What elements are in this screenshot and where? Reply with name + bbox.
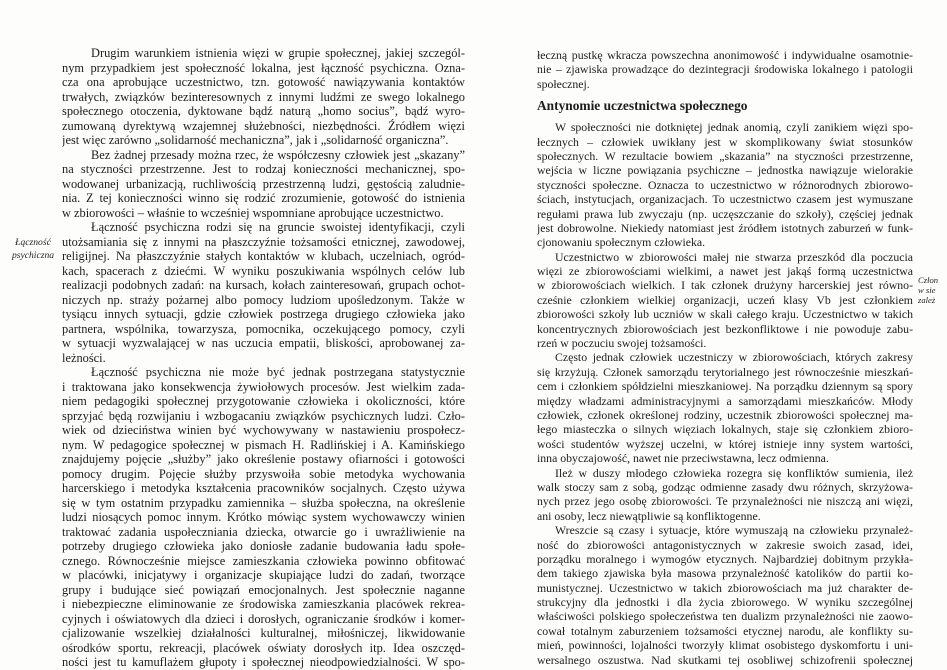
right-page: [537, 48, 913, 667]
text-line: i traktowana jako konsekwencja żywiołowych procesów. Jest wielkim zada-: [62, 379, 465, 394]
text-line: mień, powinności, lojalności tworzyły klimat osobistego dyskomfortu i uni-: [537, 638, 913, 653]
text-line: sprzyjać będą rozwijaniu i wzbogacaniu związków psychicznych ludzi. Czło-: [62, 408, 465, 423]
text-line: łego miasteczka o silnych więziach lokalnych, staje się członkiem zbioro-: [537, 422, 913, 437]
text-line: w zbiorowościach wielkich. I tak członek drużyny harcerskiej jest równo-: [537, 278, 913, 293]
text-line: partnera, wspólnika, towarzysza, pomocnika, oczekującego pomocy, czyli: [62, 321, 465, 336]
text-line: zumowaną dyrektywą wzajemnej służebności, niezbędności. Źródłem więzi: [62, 118, 465, 133]
text-line: wodowanej urbanizacją, ruchliwością przestrzenną ludzi, gęstością zaludnie-: [62, 176, 465, 191]
margin-note-line: psychiczna: [11, 250, 55, 261]
text-line: religijnej. Na płaszczyźnie stałych kontaktów w klubach, uczelniach, ogród-: [62, 249, 465, 263]
paragraph: [537, 523, 913, 667]
text-line: traktować zadania uspołeczniania dziecka, otwarcie go i uwrażliwienie na: [62, 524, 465, 539]
text-line: jest dobrowolne. Niekiedy natomiast jest źródłem istotnych zaburzeń w funk-: [537, 220, 913, 235]
text-line: nie – zjawiska prowadzące do dezintegracji środowiska lokalnego i patologii: [537, 62, 913, 77]
text-line: pomocy drugim. Pojęcie służby przyswoiła sobie metodyka wychowania: [62, 466, 465, 481]
text-line: potrzeby drugiego człowieka jako doniosłe zadanie budowania ładu społe-: [62, 539, 465, 553]
left-page: [62, 46, 465, 670]
text-line: wości studentów wyższej uczelni, w której istnieje inny system wartości,: [537, 436, 913, 451]
text-line: Wreszcie są czasy i sytuacje, które wymuszają na człowieku przynależ-: [555, 523, 913, 538]
text-line: na styczności przestrzenne. Jest to rodzaj konieczności mechanicznej, spo-: [62, 162, 465, 176]
text-line: nym przypadkiem jest społeczność lokalna, jest łączność psychiczna. Ozna-: [62, 60, 465, 75]
margin-note-line: Łączność: [15, 237, 51, 248]
text-line: Uczestnictwo w zbiorowości małej nie stwarza przeszkód dla poczucia: [555, 249, 913, 264]
text-line: Ileż w duszy młodego człowieka rozegra się konfliktów sumienia, ileż: [555, 465, 913, 480]
text-line: niczych np. straży pożarnej albo pomocy ludziom upośledzonym. Także w: [62, 292, 465, 307]
text-line: ośrodków sportu, rekreacji, placówek oświaty dorosłych itp. Idea oszczęd-: [62, 640, 465, 655]
text-line: porządku moralnego i wymogów etycznych. Najbardziej dobitnym przykła-: [537, 551, 913, 566]
text-line: łeczną pustkę wkracza powszechna anonimowość i indywidualne osamotnie-: [537, 48, 913, 62]
paragraph: [537, 350, 913, 465]
text-line: munistycznej. Uczestnictwo w takich zbiorowościach ma już charakter de-: [537, 580, 913, 595]
text-line: strukcyjny dla jednostki i dla życia zbiorowego. W wyniku szczególnej: [537, 595, 913, 610]
paragraph: [62, 220, 465, 365]
text-line: społecznego otoczenia, dyktowane bądź naturą „homo socius”, bądź wyro-: [62, 104, 465, 118]
text-line: Bez żadnej przesady można rzec, że współczesny człowiek jest „skazany”: [91, 147, 465, 162]
text-line: ność do zbiorowości antagonistycznych w zakresie swoich zasad, idei,: [537, 537, 913, 552]
text-line: cjalizowanie wszelkiej działalności kulturalnej, miłośniczej, likwidowanie: [62, 626, 465, 640]
text-line: cyjnych i oświatowych dla dzieci i dorosłych, ograniczanie środków i komer-: [62, 611, 465, 626]
text-line: wersalnego oszustwa. Nad skutkami tej osobliwej schizofrenii społecznej: [537, 652, 913, 667]
text-line: się w tym ostatnim przypadku zamiennika – służba społeczna, na określenie: [62, 495, 465, 510]
text-line: łecznych – człowiek uwikłany jest w skomplikowany świat stosunków: [537, 134, 913, 149]
text-line: społecznych. W rezultacie bowiem „skazania” na styczności przestrzenne,: [537, 148, 913, 163]
text-line: Łączność psychiczna nie może być jednak postrzegana statystycznie: [91, 365, 465, 379]
text-line: w placówki, inicjatywy i organizacje skupiające ludzi do zadań, tworzące: [62, 568, 465, 582]
text-line: i niebezpieczne eliminowanie ze środowiska zamieszkania placówek rekrea-: [62, 597, 465, 611]
text-line: koncentrycznych zbiorowościach jest bezkonfliktowe i nie powoduje zabu-: [537, 321, 913, 336]
text-line: nym. W pedagogice społecznej w pismach H. Radlińskiej i A. Kamińskiego: [62, 437, 465, 452]
paragraph: [62, 46, 465, 148]
text-line: walk stoczy sam z sobą, godząc odmienne zasady dwu różnych, skrzyżowa-: [537, 479, 913, 494]
margin-note-line: zależ: [918, 295, 936, 305]
text-line: człowiek, członek określonej rodziny, uczestnik zbiorowości społecznej ma-: [537, 407, 913, 422]
text-line: ności jest tu kamuflażem głupoty i społecznej nieodpowiedzialności. W spo-: [62, 655, 465, 669]
text-line: grupy i budujące sieć powiązań emocjonalnych. Jest społecznie naganne: [62, 582, 465, 597]
text-line: utożsamiania się z innymi na płaszczyźnie tożsamości etnicznej, zawodowej,: [62, 234, 465, 249]
text-line: zbiorowości szkoły lub uczniów w skali całego kraju. Uczestnictwo w takich: [537, 307, 913, 322]
text-line: niem pedagogiki społecznej przygotowanie człowieka i okoliczności, które: [62, 394, 465, 408]
text-line: ani osoby, lecz niewątpliwie są konfliktogenne.: [537, 508, 761, 523]
text-line: ściach, instytucjach, organizacjach. To uczestnictwo czasem jest wymuszane: [537, 192, 913, 207]
text-line: jest więc zarówno „solidarność mechaniczna”, jak i „solidarność organiczna”.: [62, 133, 449, 147]
text-line: tysiącu innych sytuacji, gdzie człowiek postrzega drugiego człowieka jako: [62, 307, 465, 321]
text-line: nia. Z tej konieczności winno się rodzić zrozumienie, gotowość do istnienia: [62, 191, 465, 205]
text-line: społecznej.: [537, 76, 590, 91]
text-line: Często jednak człowiek uczestniczy w zbiorowościach, których zakresy: [555, 350, 913, 365]
text-line: ludzi niosących pomoc innym. Krótko mówiąc system wychowawczy winien: [62, 510, 465, 524]
text-line: wejścia w liczne powiązania psychiczne – jednostka nawiązuje wielorakie: [537, 163, 913, 178]
text-line: realizacji podobnych zadań: na kursach, kołach zainteresowań, grupach ochot-: [62, 278, 465, 292]
text-line: rzeń w poczuciu swojej tożsamości.: [537, 336, 707, 351]
margin-note-line: w sie: [918, 285, 936, 295]
text-line: nych przez jego osobę zbiorowości. Te przynależności nie niszczą ani więzi,: [537, 494, 913, 509]
paragraph: [537, 250, 913, 351]
paragraph: [537, 466, 913, 524]
margin-note-right: [918, 275, 946, 305]
text-line: Drugim warunkiem istnienia więzi w grupie społecznej, jakiej szczegól-: [91, 46, 465, 60]
text-line: leżności.: [62, 350, 106, 365]
text-line: w zbiorowości – właśnie to wcześniej wspomniane aprobujące uczestnictwo.: [62, 205, 444, 220]
text-line: cześnie członkiem wielkiej organizacji, uczeń klasy Vb jest członkiem: [537, 292, 913, 307]
text-line: styczności społeczne. Oznacza to uczestnictwo w różnorodnych zbiorowo-: [537, 177, 913, 192]
paragraph: [537, 120, 913, 250]
paragraph: [62, 365, 465, 670]
text-line: cjonowaniu społecznym człowieka.: [537, 235, 706, 250]
paragraph: [537, 48, 913, 91]
margin-note-left: [6, 236, 60, 262]
text-line: cował totalnym zaburzeniem tożsamości etycznej narodu, ale konflikty su-: [537, 623, 913, 638]
section-heading: Antynomie uczestnictwa społecznego: [537, 98, 748, 114]
text-line: cznego. Równocześnie miejsce zamieszkania człowieka powinno obfitować: [62, 553, 465, 568]
text-line: dem takiego zjawiska była masowa przynależność katolików do partii ko-: [537, 566, 913, 581]
text-line: inna obyczajowość, nawet nie przeciwstawna, lecz odmienna.: [537, 451, 829, 466]
text-line: harcerskiego i metodyka kształcenia pracowników socjalnych. Często używa: [62, 481, 465, 495]
text-line: Łączność psychiczna rodzi się na gruncie swoistej identyfikacji, czyli: [91, 220, 465, 234]
paragraph: [62, 148, 465, 221]
text-line: właściwości polskiego społeczeństwa ten dualizm przynależności nie zaowo-: [537, 609, 913, 624]
text-line: cza ona aprobujące uczestnictwo, tzn. gotowość nawiązywania kontaktów: [62, 75, 465, 89]
text-line: cem i członkiem spółdzielni mieszkaniowej. Na porządku dziennym są spory: [537, 379, 913, 394]
text-line: się krzyżują. Członek samorządu terytorialnego jest równocześnie mieszkań-: [537, 364, 913, 379]
text-line: w sytuacji wyzwalającej w nas uczucia empatii, bliskości, aprobowanej za-: [62, 336, 465, 350]
text-line: między władzami administracyjnymi a samorządami mieszkańców. Młody: [537, 393, 913, 408]
text-line: W społeczności nie dotkniętej jednak anomią, czyli zanikiem więzi spo-: [555, 120, 913, 135]
text-line: trwałych, związków bezinteresownych z innymi ludźmi ze swego lokalnego: [62, 89, 465, 104]
text-line: znajdujemy pojęcie „służby” jako określenie postawy ofiarności i gotowości: [62, 452, 465, 466]
text-line: wiek od dzieciństwa winien być wychowywany w nastawieniu prospołecz-: [62, 423, 465, 437]
text-line: kach, spacerach z dziećmi. W wyniku poszukiwania wspólnych celów lub: [62, 263, 465, 278]
margin-note-line: Człon: [918, 275, 939, 285]
text-line: więzi ze zbiorowościami wielkimi, a nawet jest jakąś formą uczestnictwa: [537, 264, 913, 279]
text-line: regułami prawa lub zwyczaju (np. uczęszczanie do szkoły), częściej jednak: [537, 206, 913, 221]
